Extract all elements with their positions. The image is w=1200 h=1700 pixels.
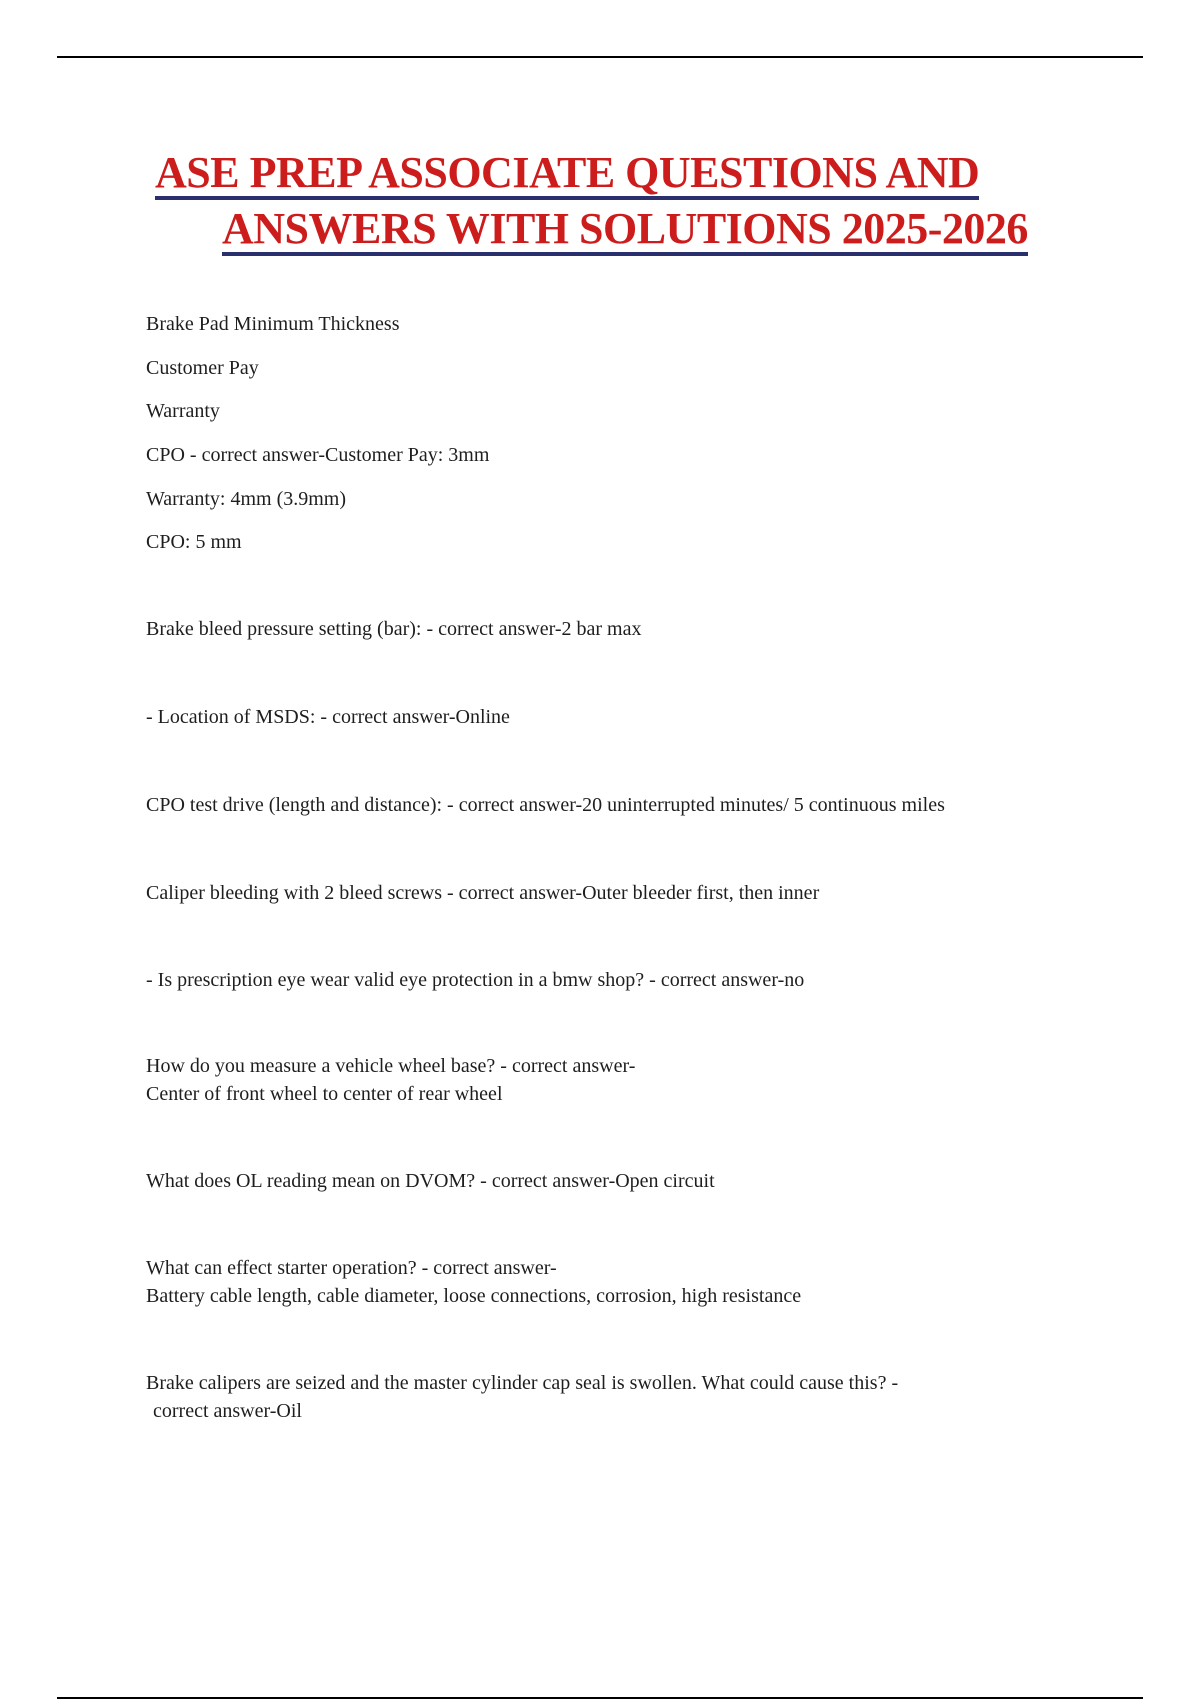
document-title-line-1: ASE PREP ASSOCIATE QUESTIONS AND <box>155 148 979 200</box>
qa-line: - Is prescription eye wear valid eye protection in a bmw shop? - correct answer-no <box>146 969 805 991</box>
qa-line: Caliper bleeding with 2 bleed screws - correct answer-Outer bleeder first, then inner <box>146 882 820 904</box>
qa-answer-line: correct answer-Oil <box>153 1400 302 1422</box>
answer-line: Warranty: 4mm (3.9mm) <box>146 488 347 510</box>
qa-answer-line: Battery cable length, cable diameter, loose connections, corrosion, high resistance <box>146 1285 802 1307</box>
top-rule <box>57 56 1143 58</box>
answer-line: CPO: 5 mm <box>146 531 242 553</box>
qa-line: What does OL reading mean on DVOM? - correct answer-Open circuit <box>146 1170 715 1192</box>
question-line: Brake Pad Minimum Thickness <box>146 313 400 335</box>
qa-line: CPO test drive (length and distance): - correct answer-20 uninterrupted minutes/ 5 continuous miles <box>146 794 945 816</box>
bottom-rule <box>57 1697 1143 1699</box>
qa-line: Brake bleed pressure setting (bar): - correct answer-2 bar max <box>146 618 642 640</box>
document-title-line-2: ANSWERS WITH SOLUTIONS 2025-2026 <box>222 204 1028 256</box>
qa-line: Brake calipers are seized and the master cylinder cap seal is swollen. What could cause this? - <box>146 1372 899 1394</box>
question-line: Warranty <box>146 400 220 422</box>
answer-line: CPO - correct answer-Customer Pay: 3mm <box>146 444 490 466</box>
question-line: Customer Pay <box>146 357 259 379</box>
qa-line: - Location of MSDS: - correct answer-Online <box>146 706 510 728</box>
qa-line: How do you measure a vehicle wheel base? - correct answer- <box>146 1055 636 1077</box>
qa-answer-line: Center of front wheel to center of rear wheel <box>146 1083 503 1105</box>
qa-line: What can effect starter operation? - correct answer- <box>146 1257 557 1279</box>
